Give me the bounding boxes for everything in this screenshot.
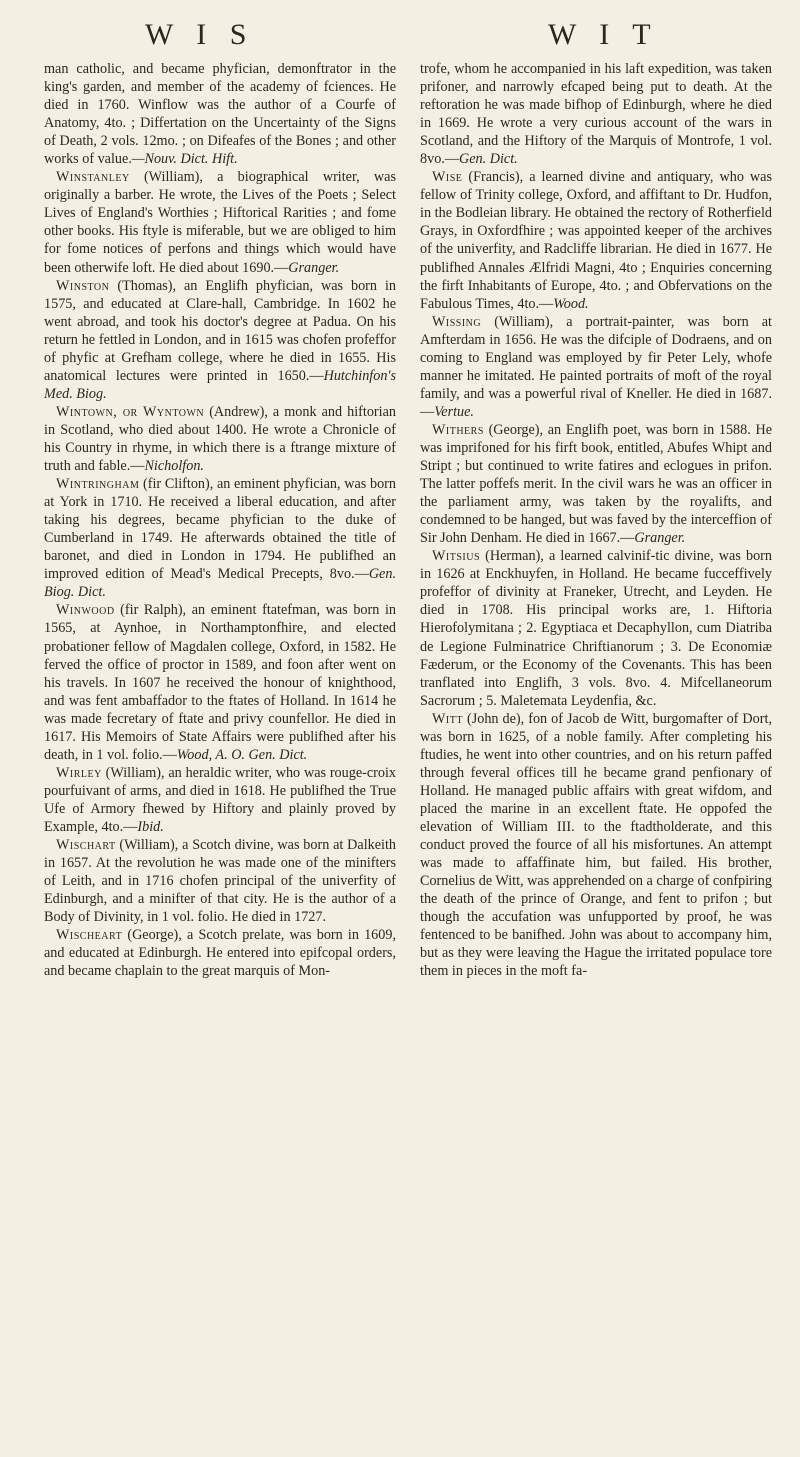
entry-name: Witsius — [432, 548, 481, 565]
entry-name: Wischart — [56, 837, 116, 854]
entry-source: Hutchinfon's Med. Biog. — [44, 367, 396, 402]
entry-text: (William), a biographical writer, was originally a barber. He wrote, the Lives of the Poets ; Select Lives of England's Worthies ; Hiftorical Rarities ; and fome other books. His ftyle is miferable, but we are obliged to him for fome notices of perfons and things which would have been otherwife loft. He died about 1690.— — [44, 169, 396, 276]
entry-name: Winwood — [56, 602, 115, 619]
entry-name: Wirley — [56, 764, 102, 781]
entry-source: Granger. — [634, 530, 686, 547]
entry-text: (George), a Scotch prelate, was born in 1609, and educated at Edinburgh. He entered into epifcopal orders, and became chaplain to the great marquis of Mon- — [44, 927, 396, 980]
entry-name: Wintown, or Wyntown — [56, 403, 205, 420]
entry-source: Wood. — [553, 295, 589, 312]
entry-name: Wischeart — [56, 927, 123, 944]
entry-name: Wise — [432, 169, 463, 186]
entry — [420, 60, 772, 168]
entry-name: Winstanley — [56, 169, 130, 186]
left-column — [44, 60, 396, 980]
entry — [44, 475, 396, 601]
entry — [44, 836, 396, 926]
entry — [44, 168, 396, 276]
entry-name: Withers — [432, 421, 484, 438]
entry — [44, 764, 396, 836]
running-head-left: W I S — [145, 18, 255, 51]
running-head-right: W I T — [548, 18, 659, 51]
entry-text: (Herman), a learned calvinif-tic divine, was born in 1626 at Enckhuyfen, in Holland. He became fucceffively profeffor of divinity at Franeker, Utrecht, and Leyden. He died in 1708. His principal works are, 1. Hiftoria Hierofolymitana ; 2. Egyptiaca et Decaphyllon, cum Diatriba de Legione Fulminatrice Chriftianorum ; 3. De Economiæ Fæderum, or the Economy of the Covenants. This has been tranflated into Englifh, 3 vols. 8vo. 4. Mifcellaneorum Sacrorum ; 5. Maletemata Leydenfia, &c. — [420, 548, 772, 709]
entry-source: Nicholfon. — [144, 458, 204, 475]
entry — [44, 926, 396, 980]
entry-text: (William), an heraldic writer, who was rouge-croix pourfuivant of arms, and died in 1618. He publifhed the True Ufe of Armory fhewed by Hiftory and plainly proved by Example, 4to.— — [44, 764, 396, 835]
entry-text: (fir Ralph), an eminent ftatefman, was born in 1565, at Aynhoe, in Northamptonfhire, and elected probationer fellow of Magdalen college, Oxford, in 1582. He ferved the office of proctor in 1589, and foon after went on his travels. In 1607 he received the honour of knighthood, and was fent ambaffador to the ftates of Holland. In 1614 he was made fecretary of ftate and privy counfellor. He died in 1617. His Memoirs of State Affairs were publifhed after his death, in 1 vol. folio.— — [44, 602, 396, 763]
entry — [420, 421, 772, 547]
entry — [44, 277, 396, 403]
entry-source: —Nouv. Dict. Hift. — [131, 151, 238, 168]
entry-text: (William), a Scotch divine, was born at Dalkeith in 1657. At the revolution he was made one of the minifters of Leith, and in 1716 chofen principal of the univerfity of Edinburgh, and a minifter of that city. He is the author of a Body of Divinity, in 1 vol. folio. He died in 1727. — [44, 837, 396, 926]
entry-name: Wintringham — [56, 476, 140, 493]
entry-text: (Francis), a learned divine and antiquary, who was fellow of Trinity college, Oxford, and affiftant to Dr. Hudfon, in the Bodleian library. He obtained the rectory of Rotherfield Grays, in Oxfordfhire ; was appointed keeper of the archives of the univerfity, and Radcliffe librarian. He died in 1677. He publifhed Annales Ælfridi Magni, 4to ; Enquiries concerning the firft Inhabitants of Europe, 4to. ; and Obfervations on the Fabulous Times, 4to.— — [420, 169, 772, 312]
entry-text: (George), an Englifh poet, was born in 1588. He was imprifoned for his firft book, entitled, Abufes Whipt and Stript ; but continued to write fatires and eclogues in prifon. The latter poffefs merit. In the civil wars he was an officer in the parliament army, was taken by the royalifts, and condemned to be hanged, but was faved by the interceffion of Sir John Denham. He died in 1667.— — [420, 421, 772, 547]
entry-text: (Thomas), an Englifh phyfician, was born in 1575, and educated at Clare-hall, Cambridge. In 1602 he went abroad, and took his doctor's degree at Padua. On his return he fettled in London, and in 1615 was chofen profeffor of phyfic at Grefham college, where he died in 1655. His anatomical lectures were printed in 1650.— — [44, 277, 396, 384]
entry-name: Winston — [56, 277, 110, 294]
entry — [44, 601, 396, 763]
entry-text: trofe, whom he accompanied in his laft expedition, was taken prifoner, and narrowly efcaped being put to death. At the reftoration he was made bifhop of Edinburgh, where he died in 1669. He wrote a very curious account of the wars in Scotland, and the Hiftory of the Marquis of Montrofe, 1 vol. 8vo.— — [420, 61, 772, 168]
entry — [44, 403, 396, 475]
entry-text: (William), a portrait-painter, was born at Amfterdam in 1656. He was the difciple of Dodraens, and on coming to England was employed by fir Peter Lely, whofe manner he imitated. He painted portraits of moft of the royal family, and was a powerful rival of Kneller. He died in 1687.— — [420, 313, 772, 420]
entry-source: Gen. Dict. — [459, 151, 518, 168]
entry — [420, 313, 772, 421]
entry-source: Ibid. — [137, 818, 164, 835]
right-column — [420, 60, 772, 980]
entry-source: Vertue. — [434, 403, 474, 420]
entry-source: Wood, A. O. Gen. Dict. — [176, 746, 308, 763]
entry-text: (fir Clifton), an eminent phyfician, was born at York in 1710. He received a liberal education, and after taking his degrees, became phyfician to the duke of Cumberland in 1749. He afterwards obtained the title of baronet, and died in London in 1794. He publifhed an improved edition of Mead's Medical Precepts, 8vo.— — [44, 476, 396, 583]
entry — [420, 710, 772, 981]
entry — [420, 547, 772, 709]
entry-name: Witt — [432, 710, 463, 727]
entry — [420, 168, 772, 312]
entry-source: Gen. Biog. Dict. — [44, 566, 396, 601]
entry-name: Wissing — [432, 313, 482, 330]
entry-source: Granger. — [288, 259, 340, 276]
entry-text: man catholic, and became phyfician, demonftrator in the king's garden, and member of the academy of fciences. He died in 1760. Winflow was the author of a Courfe of Anatomy, 4to. ; Differtation on the Uncertainty of the Signs of Death, 2 vols. 12mo. ; on Difeafes of the Bones ; and other works of value. — [44, 61, 396, 168]
entry-text: (John de), fon of Jacob de Witt, burgomafter of Dort, was born in 1625, of a noble family. After completing his ftudies, he went into other countries, and on his return paffed through feveral offices till he became grand penfionary of Holland. He managed public affairs with great wifdom, and placed the marine in an excellent ftate. He oppofed the elevation of William III. to the ftadtholderate, and this conduct proved the fource of all his misfortunes. An attempt was made to affaffinate him, but failed. His brother, Cornelius de Witt, was apprehended on a charge of confpiring the death of the prince of Orange, and fent to prifon ; but though the accufation was unfupported by proof, he was fentenced to be banifhed. John was about to accompany him, but as they were leaving the Hague the irritated populace tore them in pieces in the moft fa- — [420, 710, 772, 980]
entry — [44, 60, 396, 168]
entry-text: (Andrew), a monk and hiftorian in Scotland, who died about 1400. He wrote a Chronicle of his Country in rhyme, in which there is a ftrange mixture of truth and fable.— — [44, 403, 396, 475]
